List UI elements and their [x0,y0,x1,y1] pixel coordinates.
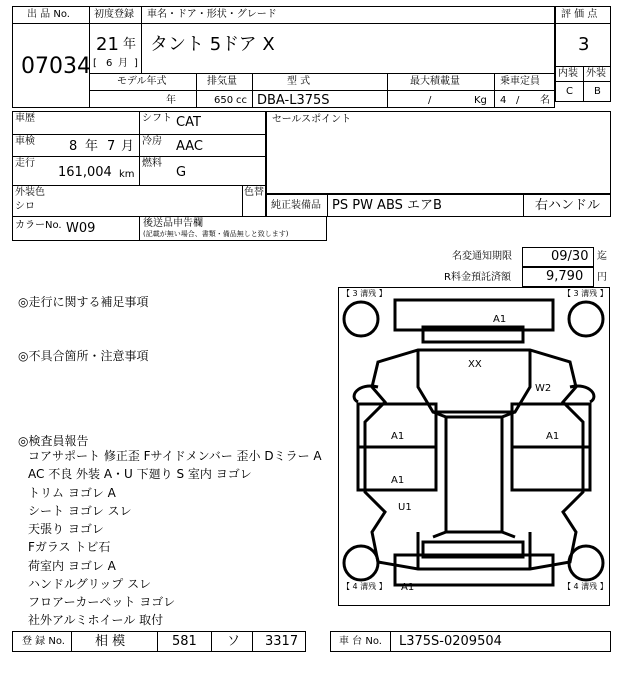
shift-label: シフト [142,113,172,124]
reg-month: 6 [106,58,113,69]
displacement: 650 [214,95,234,106]
recycle-unit: 円 [597,272,607,283]
mark-door-right-front: A1 [546,431,560,442]
name-change-label: 名変通知期限 [452,251,512,262]
car-damage-diagram [338,287,610,606]
first-reg-label: 初度登録 [94,9,134,20]
mark-front-bumper: A1 [493,314,507,325]
name-change-value: 09/30 [551,249,589,264]
mark-hood: XX [468,359,482,370]
color-no-value: W09 [66,221,96,236]
reg-no-label: 登 録 No. [22,636,65,647]
score-label: 評 価 点 [561,9,598,20]
inspector-line: コアサポート 修正歪 Fサイドメンバー 歪小 Dミラー A [28,449,322,463]
reg-month-unit: 月 [118,58,128,69]
sales-point-label: セールスポイント [272,114,352,125]
capacity-sep: / [516,95,520,106]
equipment-value: PS PW ABS エアB [332,198,442,213]
tire-bl-label: 【 4 溝残 】 [342,582,387,591]
tire-br-label: 【 4 溝残 】 [563,582,608,591]
mark-quarter-left: U1 [398,502,412,513]
displacement-unit: cc [236,95,247,106]
model-label: 型 式 [287,76,311,87]
shift-value: CAT [176,115,201,130]
tire-tl-label: 【 3 溝残 】 [342,289,387,298]
capacity-unit: 名 [540,95,550,106]
load-unit: Kg [474,95,487,106]
recycle-value: 9,790 [546,269,584,284]
inspector-line: Fガラス トビ石 [28,540,111,554]
car-outline-svg [338,287,610,606]
reg-number: 3317 [265,634,299,649]
name-change-unit: 迄 [597,251,607,262]
lot-label: 出 品 No. [27,9,70,20]
inspector-line: 社外アルミホイール 取付 [28,613,164,627]
car-name-label: 車名・ドア・形状・グレード [147,9,277,20]
ac-label: 冷房 [142,136,162,147]
max-load-label: 最大積載量 [410,76,460,87]
inspection-month-unit: 月 [121,139,135,154]
exterior-color-box [12,185,266,217]
tire-tr-label: 【 3 溝残 】 [563,289,608,298]
color-no-label: カラーNo. [15,220,62,231]
max-load: / [428,95,432,106]
reg-area: 相 模 [95,634,126,649]
after-doc-note: (記載が無い場合、書類・備品無しと致します) [143,230,289,238]
reg-year-unit: 年 [123,37,137,52]
inspector-line: トリム ヨゴレ A [28,486,116,500]
interior-label: 内装 [558,68,578,79]
history-label: 車歴 [15,113,35,124]
capacity-label: 乗車定員 [500,76,540,87]
model-code: DBA-L375S [257,93,330,108]
score-value: 3 [578,34,590,55]
defect-notes-title: ◎不具合箇所・注意事項 [18,349,149,363]
mileage-label: 走行 [15,158,35,169]
inspection-label: 車検 [15,136,35,147]
interior-grade: C [566,86,573,97]
after-doc-label: 後送品申告欄 [143,218,203,229]
inspector-title: ◎検査員報告 [18,434,89,448]
fuel-label: 燃料 [142,158,162,169]
exterior-label: 外装 [586,68,606,79]
inspection-year-unit: 年 [85,139,99,154]
ac-value: AAC [176,139,203,154]
car-name: タント 5ドア X [150,34,275,55]
ext-color-value: シロ [15,201,35,212]
inspector-line: 天張り ヨゴレ [28,522,104,536]
model-year-label: モデル年式 [117,76,167,87]
drive-notes-title: ◎走行に関する補足事項 [18,295,149,309]
equipment-label: 純正装備品 [271,200,321,211]
fuel-value: G [176,165,187,180]
capacity: 4 [500,95,507,106]
steering-value: 右ハンドル [535,198,601,213]
exterior-grade: B [594,86,601,97]
inspector-line: AC 不良 外装 A・U 下廻り S 室内 ヨゴレ [28,467,252,481]
mark-door-left-rear: A1 [391,475,405,486]
inspector-line: ハンドルグリップ スレ [28,577,152,591]
reg-year: 21 [96,34,119,55]
recycle-label: R料金預託済額 [444,272,511,283]
inspector-line: フロアーカーペット ヨゴレ [28,595,176,609]
mark-door-left-front: A1 [391,431,405,442]
mileage-value: 161,004 [58,165,112,180]
reg-class: 581 [172,634,197,649]
mileage-unit: km [119,169,135,180]
displacement-label: 排気量 [207,76,237,87]
inspection-month: 7 [107,139,116,154]
mark-rear-bumper: A1 [401,582,415,593]
model-year-unit: 年 [166,95,176,106]
ext-color-label: 外装色 [15,187,45,198]
inspector-line: シート ヨゴレ スレ [28,504,132,518]
chassis-number: L375S-0209504 [399,634,502,649]
inspector-line: 荷室内 ヨゴレ A [28,559,116,573]
color-change-label: 色替 [244,187,264,198]
inspection-year: 8 [69,139,78,154]
lot-number: 07034 [21,54,91,79]
chassis-label: 車 台 No. [339,636,382,647]
mark-fender-right: W2 [535,383,552,394]
reg-kana: ソ [227,634,241,649]
